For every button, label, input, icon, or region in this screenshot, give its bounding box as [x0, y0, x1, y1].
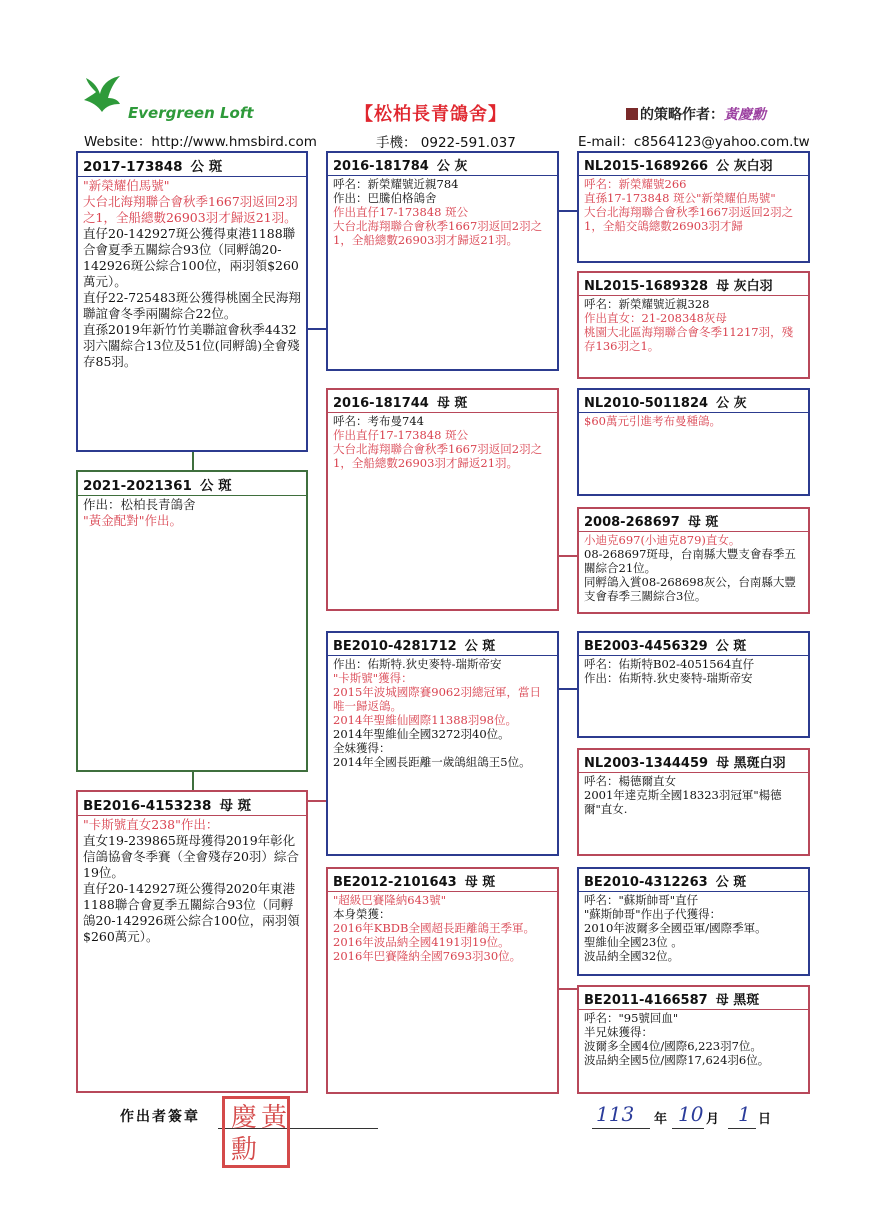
author-label: 的策略作者： — [640, 107, 724, 123]
sex-color: 公 斑 — [715, 639, 747, 654]
date-day: 1 — [738, 1102, 751, 1126]
box-line: 作出：巴騰伯格鴿舍 — [333, 191, 437, 205]
ring-number: BE2010-4312263 — [584, 875, 708, 890]
sex-color: 母 斑 — [219, 798, 252, 814]
box-line: "卡斯號"獲得： — [333, 671, 413, 685]
ring-number: 2008-268697 — [584, 515, 680, 530]
seal-char: 黃 — [261, 1103, 288, 1133]
ring-number: 2017-173848 — [83, 159, 183, 175]
box-line: 作出：松柏長青鴿舍 — [83, 497, 196, 512]
ring-number: NL2010-5011824 — [584, 396, 709, 411]
pedigree-box-dam — [76, 790, 308, 1093]
box-header — [579, 633, 808, 656]
seal-char: 勳 — [231, 1135, 258, 1165]
ring-number: NL2003-1344459 — [584, 756, 709, 771]
box-header — [328, 153, 557, 176]
box-line: 同孵鴿入賞08-268698灰公，台南縣大豐支會春季三關綜合3位。 — [584, 575, 796, 603]
box-line: 2015年波城國際賽9062羽總冠軍，當日唯一歸返鴿。 — [333, 685, 542, 713]
box-line: 2014年全國長距離一歲鴿組鴿王5位。 — [333, 755, 531, 769]
logo — [80, 72, 124, 118]
pedigree-box-dam-dam — [326, 867, 559, 1094]
pedigree-box-g3-3 — [577, 388, 810, 496]
ring-number: BE2010-4281712 — [333, 639, 457, 654]
sex-color: 母 斑 — [464, 875, 496, 890]
pedigree-box-g3-4 — [577, 507, 810, 614]
website[interactable]: Website：http://www.hmsbird.com — [84, 134, 317, 150]
pedigree-box-g3-8 — [577, 985, 810, 1094]
box-header — [78, 472, 306, 496]
box-line: 呼名：新榮耀號近親328 — [584, 297, 710, 311]
box-body — [579, 773, 808, 817]
box-header — [579, 390, 808, 413]
box-line: 直仔20-142927斑公獲得東港1188聯合會夏季五關綜合93位（同孵鴿20-142926斑公綜合100位，兩羽領$260萬元）。 — [83, 226, 299, 289]
box-line: 呼名：佑斯特B02-4051564直仔 — [584, 657, 755, 671]
box-line: $60萬元引進考布曼種鴿。 — [584, 414, 721, 428]
box-header — [579, 153, 808, 176]
box-line: 2016年波品納全國4191羽19位。 — [333, 935, 510, 949]
box-line: 直女19-239865斑母獲得2019年彰化信鴿協會冬季賽（全會殘存20羽）綜合19位。 — [83, 833, 299, 880]
wire-b1-b2 — [192, 451, 194, 471]
box-line: 直仔20-142927斑公獲得2020年東港1188聯合會夏季五關綜合93位（同孵鴿20-142926斑公綜合100位，兩羽領$260萬元）。 — [83, 881, 300, 944]
box-body — [579, 413, 808, 429]
box-line: 波品納全國5位/國際17,624羽6位。 — [584, 1053, 770, 1067]
pedigree-box-sire-sire — [326, 151, 559, 371]
box-line: 2014年聖維仙全國3272羽40位。 — [333, 727, 510, 741]
box-body — [78, 816, 306, 946]
month-char: 月 — [706, 1112, 720, 1127]
sex-color: 公 斑 — [715, 875, 747, 890]
box-line: 大台北海翔聯合會秋季1667羽返回2羽之1，全船總數26903羽才歸返21羽。 — [333, 442, 543, 470]
sex-color: 公 灰白羽 — [716, 159, 773, 174]
box-line: 作出：佑斯特.狄史麥特-瑞斯帝安 — [584, 671, 753, 685]
site-title: 【松柏長青鴿舍】 — [355, 104, 507, 125]
box-line: 作出直女：21-208348灰母 — [584, 311, 727, 325]
sex-color: 母 灰白羽 — [716, 279, 773, 294]
sex-color: 母 黑斑 — [715, 993, 760, 1008]
box-header — [579, 869, 808, 892]
box-body — [579, 1010, 808, 1068]
box-line: 作出直仔17-173848 斑公 — [333, 205, 469, 219]
box-line: 聖維仙全國23位 。 — [584, 935, 683, 949]
year-char: 年 — [654, 1112, 668, 1127]
box-line: 2016年KBDB全國超長距離鴿王季軍。 — [333, 921, 535, 935]
box-line: 桃園大北區海翔聯合會冬季11217羽，殘存136羽之1。 — [584, 325, 794, 353]
box-header — [579, 750, 808, 773]
pedigree-box-sire — [76, 151, 308, 452]
box-line: 2001年達克斯全國18323羽冠軍"楊德爾"直女. — [584, 788, 782, 816]
ring-number: BE2012-2101643 — [333, 875, 457, 890]
box-body — [78, 177, 306, 371]
phone: 手機： 0922-591.037 — [376, 135, 516, 151]
box-body — [579, 176, 808, 234]
box-line: 小迪克697(小迪克879)直女。 — [584, 533, 741, 547]
box-line: 全妹獲得： — [333, 741, 391, 755]
wire-b5-right — [558, 555, 578, 557]
sex-color: 母 斑 — [687, 515, 719, 530]
box-line: "新榮耀伯馬號" — [83, 178, 170, 193]
box-line: 直仔22-725483斑公獲得桃園全民海翔聯誼會冬季兩關綜合22位。 — [83, 290, 301, 321]
pedigree-box-dam-sire — [326, 631, 559, 856]
logo-text: Evergreen Loft — [128, 104, 254, 122]
box-line: 大台北海翔聯合會秋季1667羽返回2羽之1，全船交鴿總數26903羽才歸 — [584, 205, 794, 233]
box-line: 半兄妹獲得： — [584, 1025, 653, 1039]
box-body — [328, 413, 557, 471]
box-line: 呼名：新榮耀號266 — [584, 177, 687, 191]
pedigree-box-g3-6 — [577, 748, 810, 856]
box-body — [579, 656, 808, 686]
box-line: 呼名："蘇斯帥哥"直仔 — [584, 893, 699, 907]
sex-color: 公 斑 — [190, 159, 223, 175]
trophy-icon — [626, 108, 638, 120]
sex-color: 母 斑 — [436, 396, 468, 411]
ring-number: BE2011-4166587 — [584, 993, 708, 1008]
wire-b3-b6 — [307, 800, 327, 802]
box-line: "卡斯號直女238"作出： — [83, 817, 219, 832]
author-block — [626, 104, 766, 124]
sex-color: 公 斑 — [464, 639, 496, 654]
box-body — [328, 656, 557, 770]
box-body — [328, 892, 557, 964]
box-header — [78, 153, 306, 177]
date-underline — [728, 1128, 756, 1129]
pedigree-box-g3-1 — [577, 151, 810, 263]
signature-label: 作出者簽章 — [120, 1109, 200, 1125]
box-line: 作出：佑斯特.狄史麥特-瑞斯帝安 — [333, 657, 502, 671]
box-line: 呼名："95號回血" — [584, 1011, 679, 1025]
box-body — [579, 296, 808, 354]
wire-b1-b4 — [307, 328, 327, 330]
pedigree-box-g3-7 — [577, 867, 810, 976]
box-line: 2010年波爾多全國亞軍/國際季軍。 — [584, 921, 767, 935]
email[interactable]: E-mail：c8564123@yahoo.com.tw — [578, 134, 810, 150]
box-header — [328, 633, 557, 656]
box-line: 作出直仔17-173848 斑公 — [333, 428, 469, 442]
wire-b4-right — [558, 210, 578, 212]
ring-number: 2016-181744 — [333, 396, 429, 411]
pedigree-box-sire-dam — [326, 388, 559, 611]
box-line: 呼名：新榮耀號近親784 — [333, 177, 459, 191]
box-line: 波品納全國32位。 — [584, 949, 680, 963]
wire-b2-b3 — [192, 771, 194, 791]
box-line: 直孫17-173848 斑公"新榮耀伯馬號" — [584, 191, 776, 205]
box-line: 直孫2019年新竹竹美聯誼會秋季4432羽六關綜合13位及51位(同孵鴿)全會殘存85羽。 — [83, 322, 300, 369]
wire-b7-right — [558, 988, 578, 990]
pedigree-box-g3-5 — [577, 631, 810, 738]
ring-number: BE2016-4153238 — [83, 798, 212, 814]
pedigree-box-subject — [76, 470, 308, 772]
box-body — [328, 176, 557, 248]
bird-logo-icon — [80, 72, 124, 118]
pedigree-box-g3-2 — [577, 271, 810, 379]
date-underline — [592, 1128, 650, 1129]
ring-number: 2016-181784 — [333, 159, 429, 174]
box-line: "黃金配對"作出。 — [83, 513, 182, 528]
box-line: 呼名：考布曼744 — [333, 414, 424, 428]
sex-color: 公 灰 — [436, 159, 468, 174]
box-line: 2014年聖維仙國際11388羽98位。 — [333, 713, 517, 727]
box-line: "蘇斯帥哥"作出子代獲得： — [584, 907, 722, 921]
box-line: 波爾多全國4位/國際6,223羽7位。 — [584, 1039, 762, 1053]
box-body — [579, 892, 808, 964]
box-line: 2016年巴賽隆納全國7693羽30位。 — [333, 949, 522, 963]
ring-number: NL2015-1689266 — [584, 159, 709, 174]
ring-number: BE2003-4456329 — [584, 639, 708, 654]
box-header — [579, 509, 808, 532]
date-underline — [672, 1128, 704, 1129]
seal-char: 慶 — [231, 1103, 258, 1133]
box-line: "超級巴賽隆納643號" — [333, 893, 447, 907]
date-month: 10 — [678, 1102, 704, 1126]
author-name: 黃慶勳 — [724, 107, 766, 123]
date-year: 113 — [596, 1102, 635, 1126]
ring-number: NL2015-1689328 — [584, 279, 709, 294]
ring-number: 2021-2021361 — [83, 478, 192, 494]
box-line: 本身榮獲： — [333, 907, 391, 921]
box-line: 呼名：楊德爾直女 — [584, 774, 676, 788]
box-line: 08-268697斑母，台南縣大豐支會春季五關綜合21位。 — [584, 547, 796, 575]
sex-color: 公 斑 — [199, 478, 232, 494]
signature-seal — [222, 1096, 290, 1168]
box-line: 大台北海翔聯合會秋季1667羽返回2羽之1，全船總數26903羽才歸返21羽。 — [333, 219, 543, 247]
wire-b6-right — [558, 688, 578, 690]
sex-color: 母 黑斑白羽 — [716, 756, 786, 771]
box-header — [328, 390, 557, 413]
box-body — [78, 496, 306, 530]
sex-color: 公 灰 — [716, 396, 747, 411]
box-header — [78, 792, 306, 816]
box-header — [579, 987, 808, 1010]
box-header — [579, 273, 808, 296]
box-header — [328, 869, 557, 892]
day-char: 日 — [758, 1112, 772, 1127]
box-line: 大台北海翔聯合會秋季1667羽返回2羽之1，全船總數26903羽才歸返21羽。 — [83, 194, 298, 225]
box-body — [579, 532, 808, 604]
